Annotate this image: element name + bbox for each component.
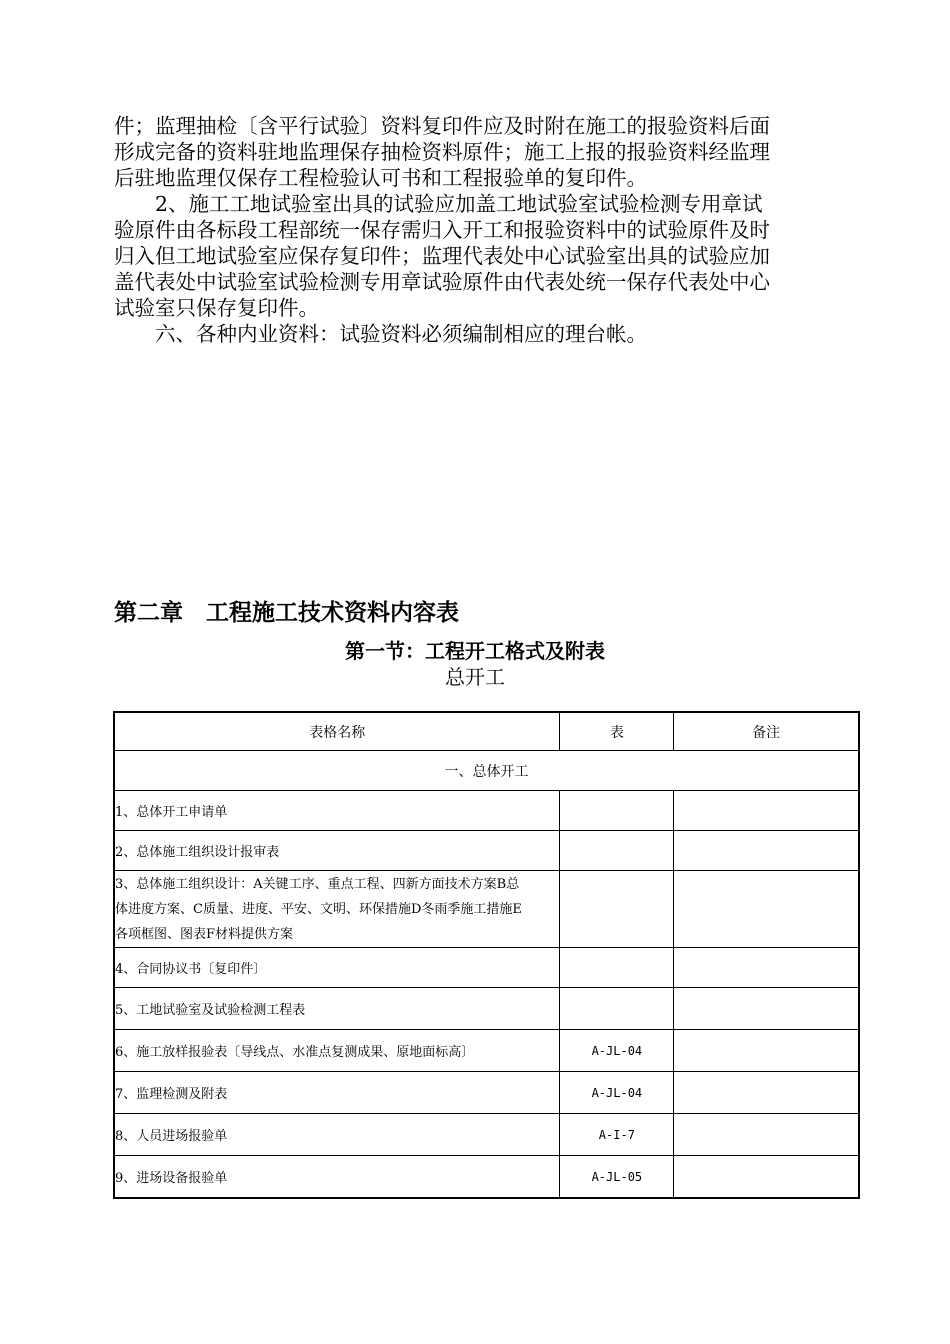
header-name: 表格名称	[114, 712, 560, 751]
row-form: A-JL-04	[560, 1030, 674, 1072]
row-name-line: 体进度方案、C质量、进度、平安、文明、环保措施D冬雨季施工措施E	[115, 901, 522, 917]
row-note	[674, 948, 859, 988]
row-name: 1、总体开工申请单	[114, 791, 560, 831]
table-row	[114, 871, 859, 948]
row-name: 5、工地试验室及试验检测工程表	[114, 988, 560, 1030]
row-note	[674, 1030, 859, 1072]
row-form	[560, 871, 674, 948]
group-title: 一、总体开工	[114, 751, 859, 791]
text-line: 归入但工地试验室应保存复印件；监理代表处中心试验室出具的试验应加	[114, 244, 770, 268]
row-form	[560, 831, 674, 871]
table-row	[114, 1156, 859, 1199]
table-row	[114, 1114, 859, 1156]
section-title: 第一节：工程开工格式及附表	[345, 639, 605, 663]
section-subtitle: 总开工	[445, 665, 505, 689]
header-form: 表	[560, 712, 674, 751]
row-note	[674, 871, 859, 948]
table-header-row	[114, 712, 859, 751]
row-form	[560, 988, 674, 1030]
row-note	[674, 791, 859, 831]
table-group-row	[114, 751, 859, 791]
text-line: 形成完备的资料驻地监理保存抽检资料原件；施工上报的报验资料经监理	[114, 140, 770, 164]
table-row	[114, 831, 859, 871]
row-name: 7、监理检测及附表	[114, 1072, 560, 1114]
row-note	[674, 988, 859, 1030]
row-name-line: 各项框图、图表F材料提供方案	[115, 926, 294, 942]
header-note: 备注	[674, 712, 859, 751]
table-row	[114, 988, 859, 1030]
row-name: 6、施工放样报验表〔导线点、水准点复测成果、原地面标高〕	[114, 1030, 560, 1072]
chapter-title: 第二章 工程施工技术资料内容表	[114, 599, 459, 626]
paragraph-item-2	[114, 191, 840, 321]
text-line: 后驻地监理仅保存工程检验认可书和工程报验单的复印件。	[114, 166, 647, 190]
row-note	[674, 831, 859, 871]
row-form: A-JL-04	[560, 1072, 674, 1114]
row-note	[674, 1114, 859, 1156]
text-line: 验原件由各标段工程部统一保存需归入开工和报验资料中的试验原件及时	[114, 218, 770, 242]
text-line: 盖代表处中试验室试验检测专用章试验原件由代表处统一保存代表处中心	[114, 270, 770, 294]
row-form	[560, 948, 674, 988]
paragraph-continuation	[114, 113, 840, 191]
row-note	[674, 1156, 859, 1199]
row-form	[560, 791, 674, 831]
text-line: 件；监理抽检〔含平行试验〕资料复印件应及时附在施工的报验资料后面	[114, 114, 770, 138]
table-row	[114, 791, 859, 831]
paragraph-item-6	[114, 321, 840, 347]
table-row	[114, 1072, 859, 1114]
table-row	[114, 948, 859, 988]
row-name: 8、人员进场报验单	[114, 1114, 560, 1156]
row-name	[114, 871, 560, 948]
text-line: 试验室只保存复印件。	[114, 296, 319, 320]
row-name: 9、进场设备报验单	[114, 1156, 560, 1199]
row-note	[674, 1072, 859, 1114]
content-table	[113, 711, 860, 1199]
row-name: 2、总体施工组织设计报审表	[114, 831, 560, 871]
row-name: 4、合同协议书〔复印件〕	[114, 948, 560, 988]
row-form: A-I-7	[560, 1114, 674, 1156]
table-row	[114, 1030, 859, 1072]
text-line: 六、各种内业资料：试验资料必须编制相应的理台帐。	[114, 322, 647, 346]
row-form: A-JL-05	[560, 1156, 674, 1199]
text-line: 2、施工工地试验室出具的试验应加盖工地试验室试验检测专用章试	[114, 192, 763, 216]
row-name-line: 3、总体施工组织设计：A关键工序、重点工程、四新方面技术方案B总	[115, 876, 520, 892]
